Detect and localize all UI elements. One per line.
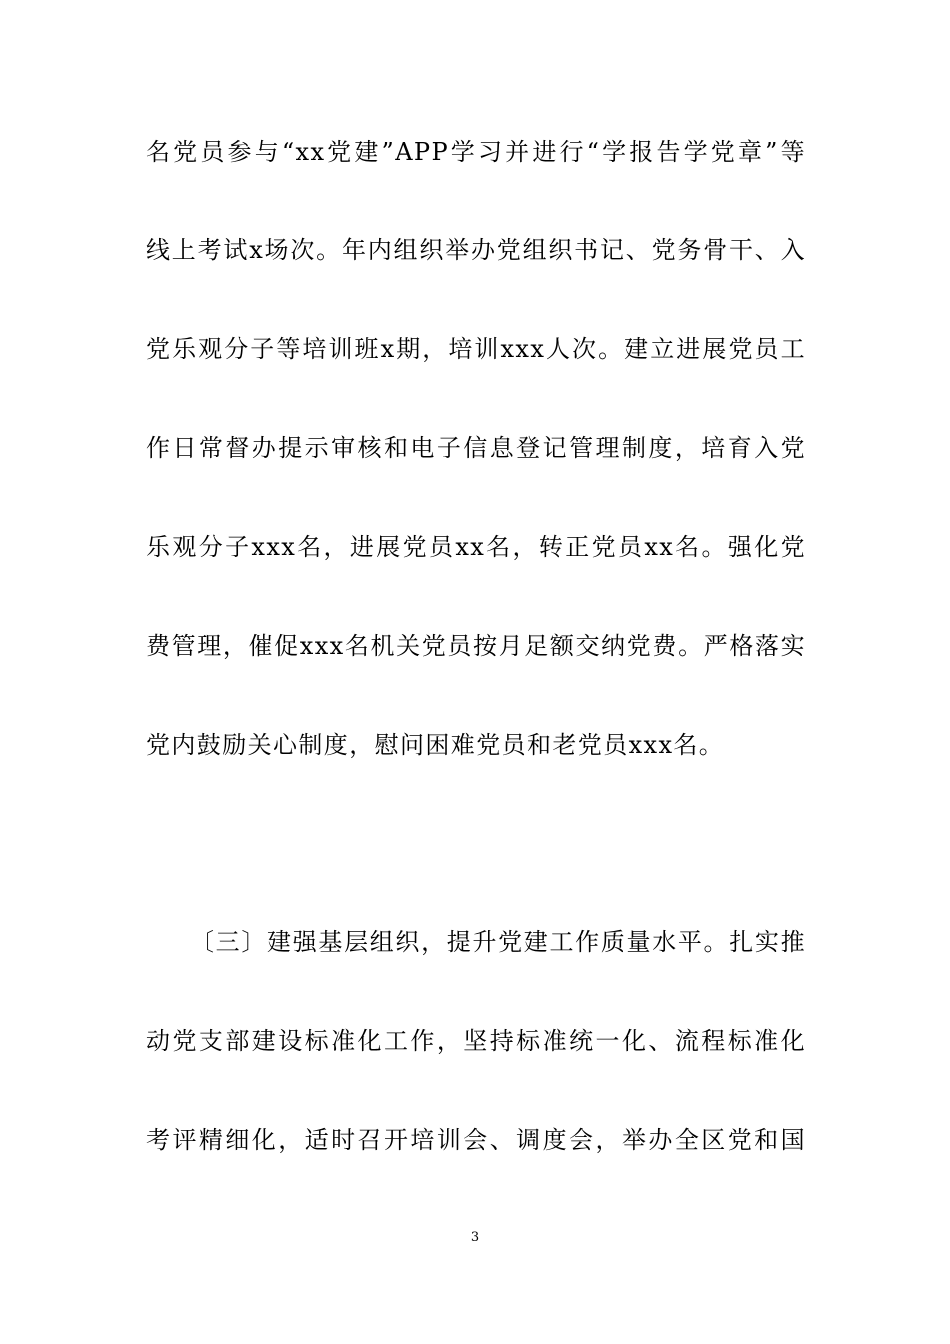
page-number: 3 <box>470 1230 480 1245</box>
body-text-line-7: 党内鼓励关心制度，慰问困难党员和老党员xxx名。 <box>146 731 725 759</box>
body-text-line-3: 党乐观分子等培训班x期，培训xxx人次。建立进展党员工 <box>146 335 806 363</box>
body-text-line-4: 作日常督办提示审核和电子信息登记管理制度，培育入党 <box>146 434 806 462</box>
body-text-line-6: 费管理，催促xxx名机关党员按月足额交纳党费。严格落实 <box>146 632 806 660</box>
section-heading-line: 〔三〕建强基层组织，提升党建工作质量水平。扎实推 <box>190 928 806 956</box>
body-text-line-2: 线上考试x场次。年内组织举办党组织书记、党务骨干、入 <box>146 236 806 264</box>
body-text-line-8: 动党支部建设标准化工作，坚持标准统一化、流程标准化 <box>146 1027 806 1055</box>
body-text-line-9: 考评精细化，适时召开培训会、调度会，举办全区党和国 <box>146 1126 806 1154</box>
body-text-line-1: 名党员参与“xx党建”APP学习并进行“学报告学党章”等 <box>146 138 806 166</box>
body-text-line-5: 乐观分子xxx名，进展党员xx名，转正党员xx名。强化党 <box>146 533 806 561</box>
